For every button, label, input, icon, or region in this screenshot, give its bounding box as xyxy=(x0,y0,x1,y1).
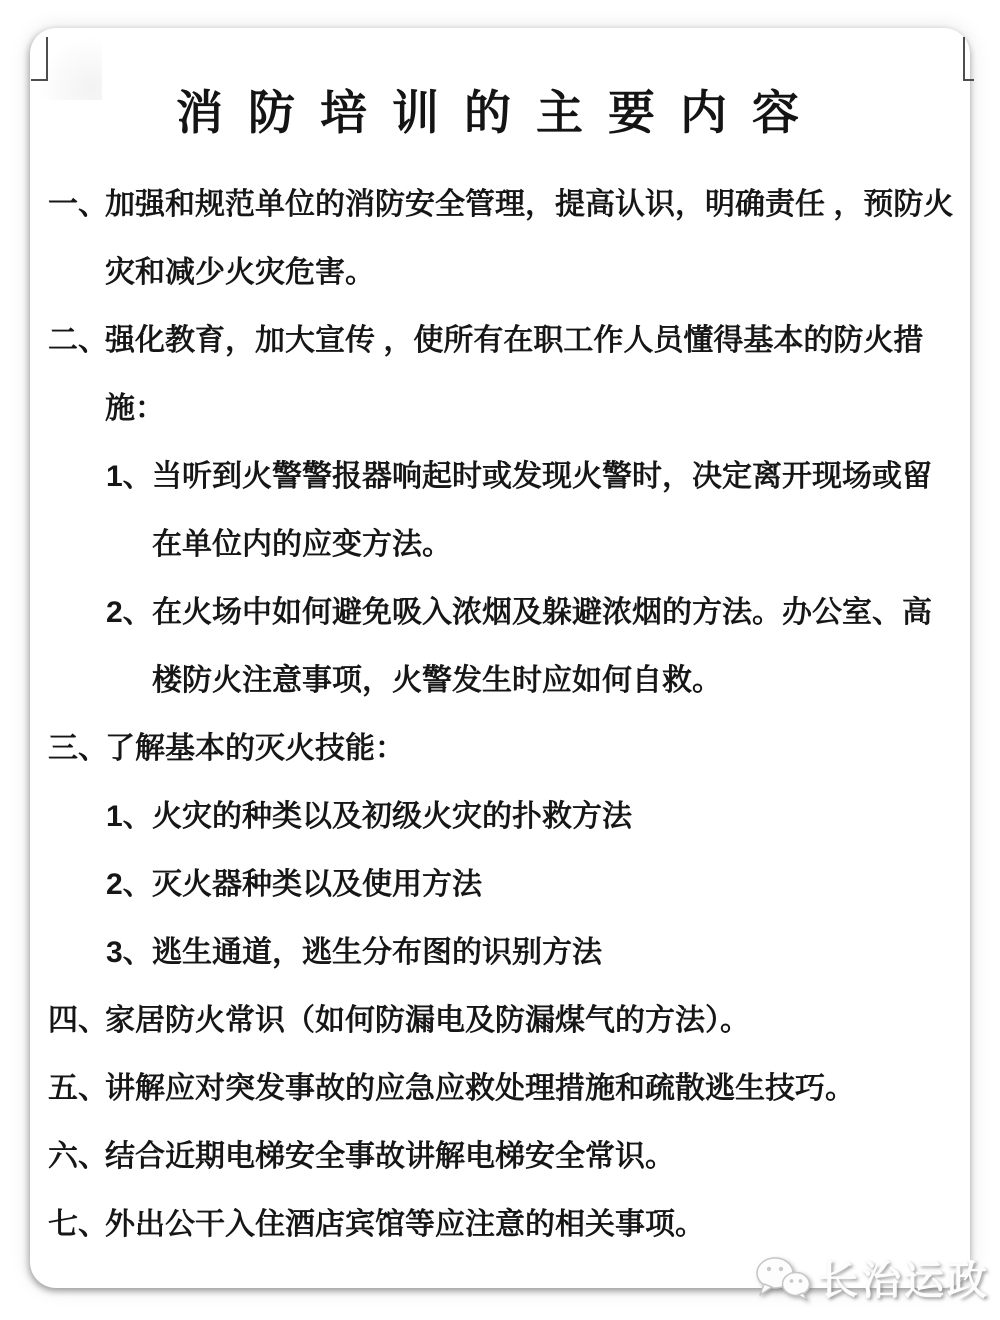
list-item-line xyxy=(48,375,953,443)
list-item-text: 楼防火注意事项，火警发生时应如何自救。 xyxy=(152,664,722,697)
list-item-line xyxy=(48,307,953,375)
list-item-text: 在火场中如何避免吸入浓烟及躲避浓烟的方法。办公室、高 xyxy=(152,596,932,629)
list-item-text: 逃生通道，逃生分布图的识别方法 xyxy=(152,936,602,969)
list-item-marker: 2、 xyxy=(106,868,153,901)
list-item-text: 讲解应对突发事故的应急应救处理措施和疏散逃生技巧。 xyxy=(105,1072,855,1105)
list-item-text: 在单位内的应变方法。 xyxy=(152,528,452,561)
list-item-text: 施： xyxy=(105,392,165,425)
list-item-line xyxy=(48,511,953,579)
list-item-line xyxy=(48,919,953,987)
list-item-text: 加强和规范单位的消防安全管理，提高认识，明确责任 ，预防火 xyxy=(105,188,954,221)
list-item-line xyxy=(48,443,953,511)
list-item-line xyxy=(48,851,953,919)
list-item-marker: 一、 xyxy=(48,188,108,221)
list-item-line xyxy=(48,987,953,1055)
list-item-line xyxy=(48,1055,953,1123)
list-item-marker: 五、 xyxy=(48,1072,108,1105)
list-item-text: 灭火器种类以及使用方法 xyxy=(152,868,482,901)
list-item-text: 强化教育，加大宣传 ，使所有在职工作人员懂得基本的防火措 xyxy=(105,324,924,357)
watermark-label: 长治运政 xyxy=(818,1259,990,1303)
wechat-bubbles-icon xyxy=(754,1255,812,1301)
list-item-line xyxy=(48,647,953,715)
list-item-text: 外出公干入住酒店宾馆等应注意的相关事项。 xyxy=(105,1208,705,1241)
list-item-text: 了解基本的灭火技能： xyxy=(105,732,405,765)
list-item-line xyxy=(48,171,953,239)
list-item-text: 灾和减少火灾危害。 xyxy=(105,256,375,289)
list-item-line xyxy=(48,1123,953,1191)
list-item-line xyxy=(48,783,953,851)
list-item-marker: 二、 xyxy=(48,324,108,357)
list-item-text: 火灾的种类以及初级火灾的扑救方法 xyxy=(152,800,632,833)
list-item-text: 家居防火常识（如何防漏电及防漏煤气的方法）。 xyxy=(105,1004,750,1037)
list-item-marker: 七、 xyxy=(48,1208,108,1241)
page-title: 消防培训的主要内容 xyxy=(176,86,824,139)
list-item-line xyxy=(48,715,953,783)
frame-corner-mark-left xyxy=(31,37,48,81)
list-item-line xyxy=(48,579,953,647)
list-item-marker: 1、 xyxy=(106,460,153,493)
list-item-marker: 2、 xyxy=(106,596,153,629)
frame-corner-mark-right xyxy=(963,37,974,81)
watermark xyxy=(754,1249,990,1306)
list-item-marker: 三、 xyxy=(48,732,108,765)
content-list xyxy=(48,171,953,1259)
list-item-text: 结合近期电梯安全事故讲解电梯安全常识。 xyxy=(105,1140,675,1173)
list-item-marker: 3、 xyxy=(106,936,153,969)
list-item-marker: 1、 xyxy=(106,800,153,833)
list-item-marker: 四、 xyxy=(48,1004,108,1037)
list-item-text: 当听到火警警报器响起时或发现火警时，决定离开现场或留 xyxy=(152,460,932,493)
list-item-marker: 六、 xyxy=(48,1140,108,1173)
list-item-line xyxy=(48,239,953,307)
